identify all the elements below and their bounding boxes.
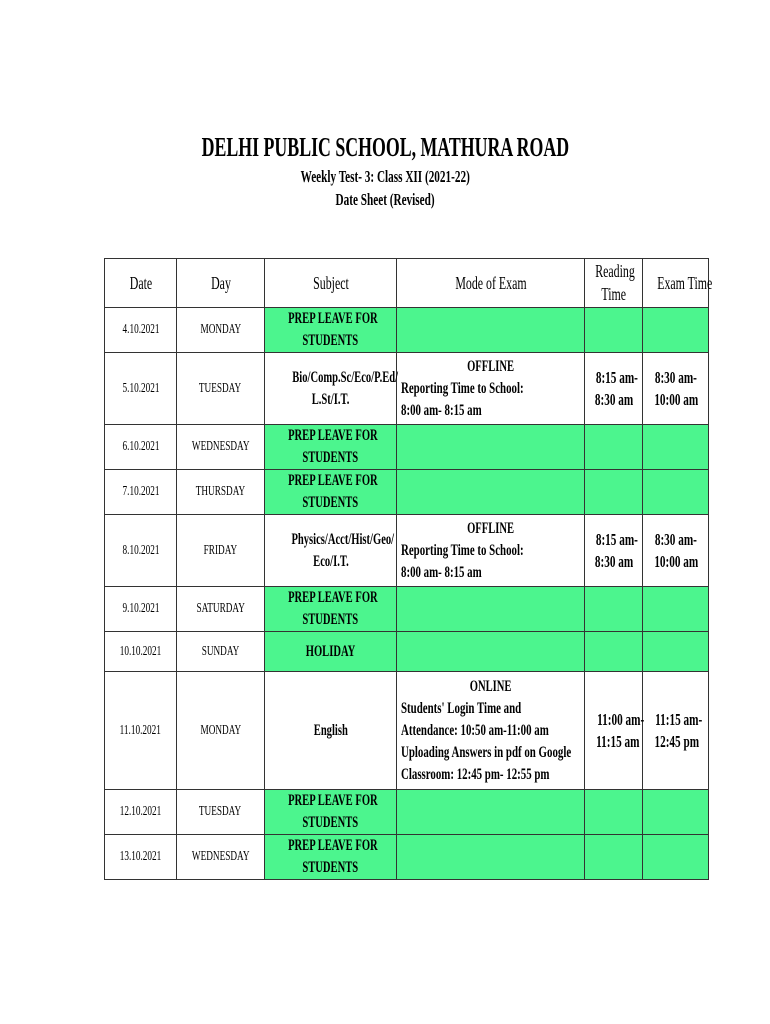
- table-row: [105, 353, 709, 425]
- subject-cell: Bio/Comp.Sc/Eco/P.Ed/ L.St/I.T.: [265, 353, 397, 425]
- mode-cell: [397, 308, 585, 353]
- subject-cell: HOLIDAY: [265, 632, 397, 672]
- exam-time-cell: [643, 425, 709, 470]
- table-row: [105, 515, 709, 587]
- mode-cell: [397, 632, 585, 672]
- day-cell: THURSDAY: [177, 470, 265, 515]
- day-cell: FRIDAY: [177, 515, 265, 587]
- subject-cell: PREP LEAVE FOR STUDENTS: [265, 790, 397, 835]
- school-title: DELHI PUBLIC SCHOOL, MATHURA ROAD: [201, 132, 569, 162]
- reading-time-cell: [585, 835, 643, 880]
- header-day: Day: [177, 259, 265, 308]
- table-row: [105, 308, 709, 353]
- header-subject: Subject: [265, 259, 397, 308]
- header-date: Date: [105, 259, 177, 308]
- exam-time-cell: 8:30 am- 10:00 am: [643, 353, 709, 425]
- reading-time-cell: 11:00 am- 11:15 am: [585, 672, 643, 790]
- table-header-row: [105, 259, 709, 308]
- date-cell: 8.10.2021: [105, 515, 177, 587]
- exam-time-cell: 8:30 am- 10:00 am: [643, 515, 709, 587]
- date-cell: 11.10.2021: [105, 672, 177, 790]
- date-cell: 5.10.2021: [105, 353, 177, 425]
- day-cell: TUESDAY: [177, 790, 265, 835]
- day-cell: WEDNESDAY: [177, 425, 265, 470]
- header-reading-time: Reading Time: [585, 259, 643, 308]
- date-cell: 4.10.2021: [105, 308, 177, 353]
- mode-cell: ONLINE Students' Login Time and Attendance: 10:50 am-11:00 am Uploading Answers in pdf on Google Classroom: 12:45 pm- 12:55 pm: [397, 672, 585, 790]
- exam-time-cell: [643, 587, 709, 632]
- reading-time-cell: [585, 790, 643, 835]
- table-row: [105, 425, 709, 470]
- subject-cell: Physics/Acct/Hist/Geo/ Eco/I.T.: [265, 515, 397, 587]
- subject-cell: PREP LEAVE FOR STUDENTS: [265, 425, 397, 470]
- mode-cell: [397, 790, 585, 835]
- table-row: [105, 835, 709, 880]
- date-cell: 12.10.2021: [105, 790, 177, 835]
- date-sheet-table: [104, 258, 713, 880]
- table-row: [105, 672, 709, 790]
- datesheet-subtitle: Date Sheet (Revised): [335, 190, 435, 209]
- day-cell: MONDAY: [177, 672, 265, 790]
- date-cell: 7.10.2021: [105, 470, 177, 515]
- date-cell: 9.10.2021: [105, 587, 177, 632]
- subject-cell: PREP LEAVE FOR STUDENTS: [265, 835, 397, 880]
- test-subtitle: Weekly Test- 3: Class XII (2021-22): [300, 167, 470, 186]
- date-cell: 6.10.2021: [105, 425, 177, 470]
- table-row: [105, 470, 709, 515]
- reading-time-cell: [585, 470, 643, 515]
- day-cell: SATURDAY: [177, 587, 265, 632]
- reading-time-cell: 8:15 am- 8:30 am: [585, 515, 643, 587]
- day-cell: SUNDAY: [177, 632, 265, 672]
- date-cell: 13.10.2021: [105, 835, 177, 880]
- day-cell: TUESDAY: [177, 353, 265, 425]
- exam-time-cell: [643, 632, 709, 672]
- reading-time-cell: [585, 632, 643, 672]
- subject-cell: PREP LEAVE FOR STUDENTS: [265, 470, 397, 515]
- subject-cell: English: [265, 672, 397, 790]
- mode-cell: [397, 835, 585, 880]
- date-cell: 10.10.2021: [105, 632, 177, 672]
- mode-cell: [397, 470, 585, 515]
- header-mode: Mode of Exam: [397, 259, 585, 308]
- mode-cell: OFFLINE Reporting Time to School: 8:00 am- 8:15 am: [397, 515, 585, 587]
- subject-cell: PREP LEAVE FOR STUDENTS: [265, 308, 397, 353]
- header-exam-time: Exam Time: [643, 259, 709, 308]
- subject-cell: PREP LEAVE FOR STUDENTS: [265, 587, 397, 632]
- reading-time-cell: [585, 308, 643, 353]
- exam-time-cell: 11:15 am- 12:45 pm: [643, 672, 709, 790]
- mode-cell: OFFLINE Reporting Time to School: 8:00 am- 8:15 am: [397, 353, 585, 425]
- reading-time-cell: [585, 587, 643, 632]
- exam-time-cell: [643, 470, 709, 515]
- table-row: [105, 632, 709, 672]
- reading-time-cell: 8:15 am- 8:30 am: [585, 353, 643, 425]
- exam-time-cell: [643, 835, 709, 880]
- day-cell: WEDNESDAY: [177, 835, 265, 880]
- table-row: [105, 790, 709, 835]
- mode-cell: [397, 587, 585, 632]
- exam-time-cell: [643, 308, 709, 353]
- day-cell: MONDAY: [177, 308, 265, 353]
- exam-time-cell: [643, 790, 709, 835]
- reading-time-cell: [585, 425, 643, 470]
- mode-cell: [397, 425, 585, 470]
- table-row: [105, 587, 709, 632]
